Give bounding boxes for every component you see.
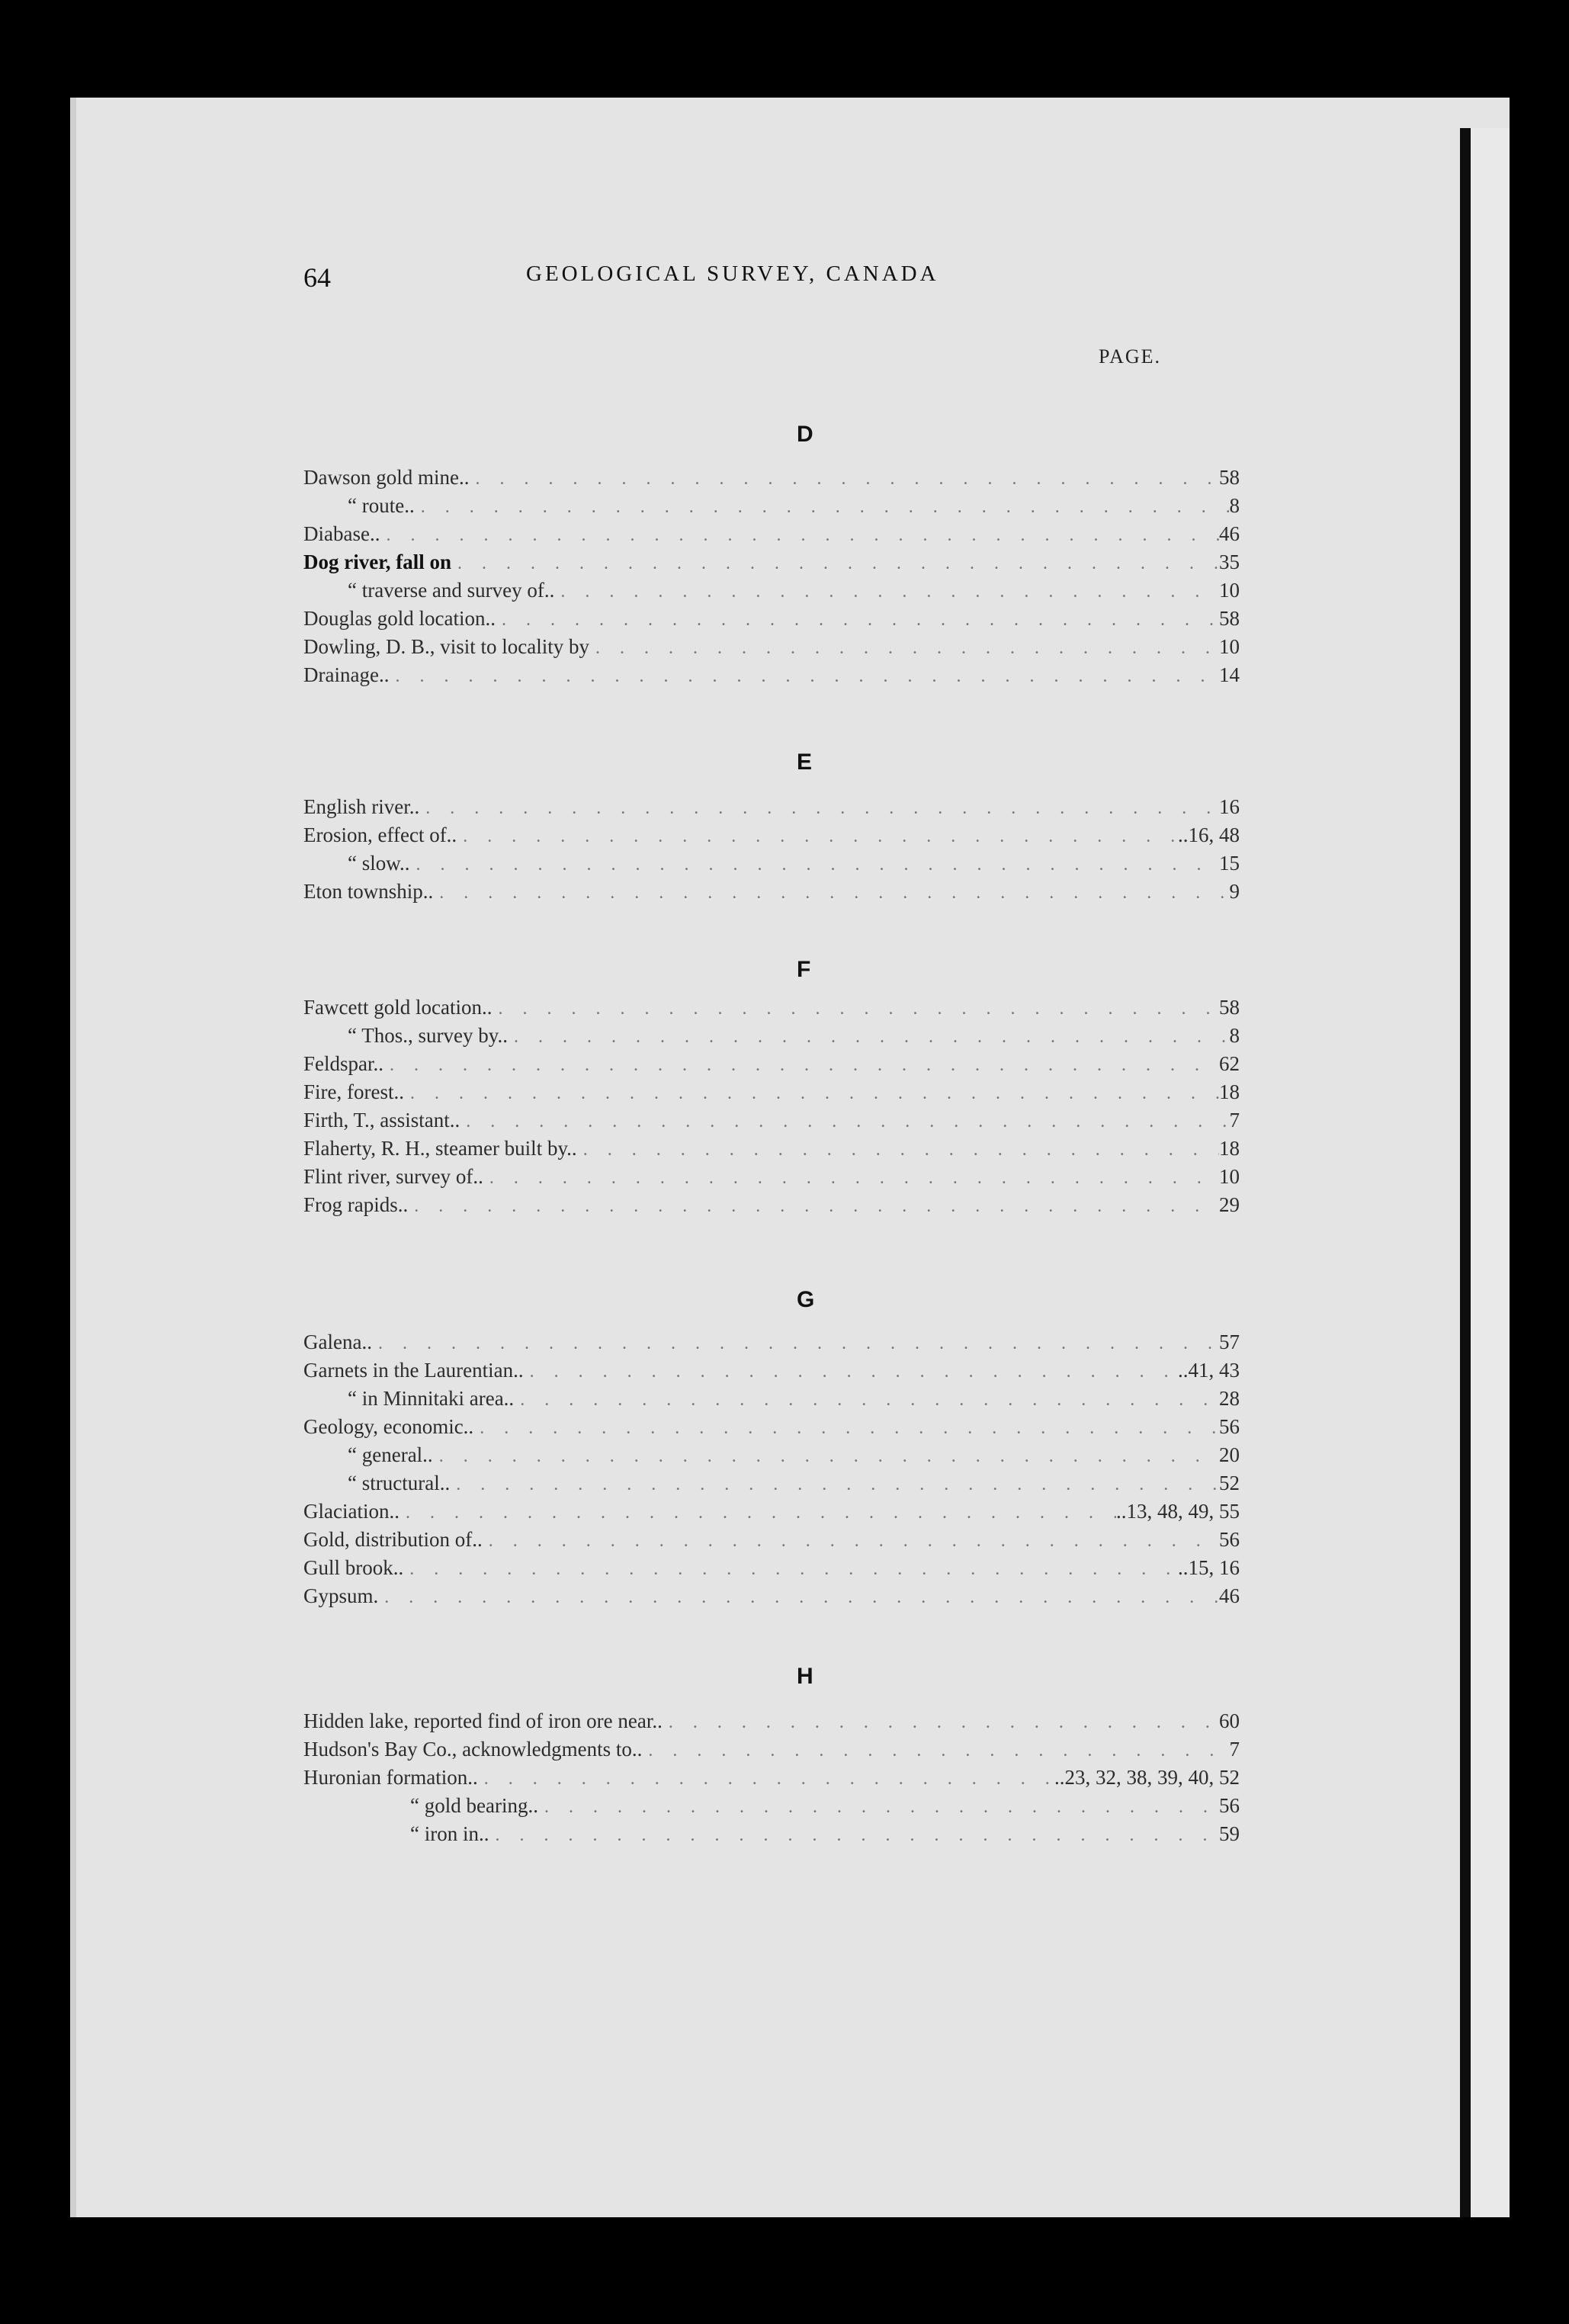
index-entry bbox=[303, 1359, 1240, 1387]
dot-leader bbox=[577, 1140, 1219, 1160]
page-references: 10 bbox=[1219, 579, 1240, 602]
page-gutter-shadow bbox=[1460, 128, 1471, 2217]
index-term: English river.. bbox=[303, 795, 420, 818]
index-term: Hudson's Bay Co., acknowledgments to.. bbox=[303, 1738, 643, 1761]
index-term: “ gold bearing.. bbox=[410, 1794, 538, 1817]
dot-leader bbox=[538, 1797, 1219, 1818]
index-entry bbox=[303, 466, 1240, 494]
dot-leader bbox=[492, 999, 1219, 1019]
facing-page-edge bbox=[1471, 128, 1510, 2217]
dot-leader bbox=[496, 610, 1219, 631]
page-references: ..13, 48, 49, 55 bbox=[1116, 1500, 1240, 1523]
page-references: 58 bbox=[1219, 466, 1240, 489]
index-entry bbox=[303, 1415, 1240, 1443]
dot-leader bbox=[408, 1196, 1219, 1217]
dot-leader bbox=[389, 666, 1219, 687]
index-section bbox=[303, 996, 1240, 1221]
index-entry bbox=[303, 1822, 1240, 1851]
index-term: Drainage.. bbox=[303, 663, 390, 686]
index-section bbox=[303, 1709, 1240, 1851]
page-references: 56 bbox=[1219, 1794, 1240, 1817]
page-references: 18 bbox=[1219, 1080, 1240, 1103]
page-column-label: PAGE. bbox=[1099, 345, 1162, 368]
dot-leader bbox=[410, 855, 1220, 875]
page-references: 46 bbox=[1219, 522, 1240, 545]
page-references: 56 bbox=[1219, 1528, 1240, 1551]
index-entry bbox=[303, 663, 1240, 692]
dot-leader bbox=[483, 1168, 1219, 1189]
index-term: “ general.. bbox=[348, 1443, 433, 1466]
section-letter: H bbox=[797, 1664, 813, 1689]
index-term: Frog rapids.. bbox=[303, 1193, 409, 1216]
dot-leader bbox=[489, 1825, 1219, 1846]
dot-leader bbox=[433, 883, 1229, 904]
dot-leader bbox=[473, 1418, 1219, 1439]
index-entry bbox=[303, 1387, 1240, 1415]
page-references: 20 bbox=[1219, 1443, 1240, 1466]
index-term: “ Thos., survey by.. bbox=[348, 1024, 508, 1047]
dot-leader bbox=[451, 554, 1219, 574]
index-term: Gull brook.. bbox=[303, 1556, 404, 1579]
index-term: Flint river, survey of.. bbox=[303, 1165, 483, 1188]
index-entry bbox=[303, 1109, 1240, 1137]
section-letter: E bbox=[797, 750, 813, 775]
index-term: “ in Minnitaki area.. bbox=[348, 1387, 515, 1410]
index-entry bbox=[303, 880, 1240, 908]
index-entry bbox=[303, 1024, 1240, 1052]
index-entry bbox=[303, 635, 1240, 663]
index-entry bbox=[303, 795, 1240, 823]
page-references: 7 bbox=[1229, 1738, 1240, 1761]
page-references: ..15, 16 bbox=[1178, 1556, 1240, 1579]
index-entry bbox=[303, 996, 1240, 1024]
index-term: “ structural.. bbox=[348, 1472, 451, 1494]
index-term: Hidden lake, reported find of iron ore near.. bbox=[303, 1709, 663, 1732]
dot-leader bbox=[433, 1446, 1219, 1467]
dot-leader bbox=[589, 638, 1219, 659]
page-references: 35 bbox=[1219, 551, 1240, 573]
section-letter: G bbox=[797, 1287, 815, 1312]
index-term: “ route.. bbox=[348, 494, 415, 517]
dot-leader bbox=[642, 1741, 1229, 1761]
page-number: 64 bbox=[303, 262, 331, 293]
dot-leader bbox=[460, 1112, 1229, 1132]
index-entry bbox=[303, 823, 1240, 852]
page-references: 46 bbox=[1219, 1584, 1240, 1607]
index-entry bbox=[303, 1584, 1240, 1613]
index-term: Feldspar.. bbox=[303, 1052, 383, 1075]
page-references: 56 bbox=[1219, 1415, 1240, 1438]
index-entry bbox=[303, 1556, 1240, 1584]
dot-leader bbox=[419, 798, 1219, 819]
index-term: Dog river, fall on bbox=[303, 551, 451, 573]
index-section bbox=[303, 1331, 1240, 1613]
index-term: Diabase.. bbox=[303, 522, 380, 545]
page-references: 8 bbox=[1229, 494, 1240, 517]
page-references: 10 bbox=[1219, 635, 1240, 658]
index-term: Gold, distribution of.. bbox=[303, 1528, 483, 1551]
dot-leader bbox=[450, 1475, 1219, 1495]
index-term: Dowling, D. B., visit to locality by bbox=[303, 635, 589, 658]
index-term: Firth, T., assistant.. bbox=[303, 1109, 460, 1132]
page-references: 9 bbox=[1229, 880, 1240, 903]
dot-leader bbox=[554, 582, 1219, 602]
page-references: 28 bbox=[1219, 1387, 1240, 1410]
index-entry bbox=[303, 1738, 1240, 1766]
page-references: 60 bbox=[1219, 1709, 1240, 1732]
page-references: 7 bbox=[1229, 1109, 1240, 1132]
index-entry bbox=[303, 1331, 1240, 1359]
page-references: 18 bbox=[1219, 1137, 1240, 1160]
index-entry bbox=[303, 1137, 1240, 1165]
dot-leader bbox=[380, 525, 1219, 546]
index-entry bbox=[303, 1165, 1240, 1193]
dot-leader bbox=[663, 1713, 1219, 1733]
section-letter: D bbox=[797, 422, 813, 447]
index-entry bbox=[303, 1500, 1240, 1528]
dot-leader bbox=[415, 497, 1230, 518]
page-references: 29 bbox=[1219, 1193, 1240, 1216]
index-term: Galena.. bbox=[303, 1331, 372, 1353]
dot-leader bbox=[478, 1769, 1054, 1790]
index-term: “ traverse and survey of.. bbox=[348, 579, 555, 602]
index-entry bbox=[303, 1080, 1240, 1109]
index-entry bbox=[303, 1443, 1240, 1472]
index-term: Garnets in the Laurentian.. bbox=[303, 1359, 524, 1382]
page-references: 52 bbox=[1219, 1472, 1240, 1494]
dot-leader bbox=[524, 1362, 1178, 1382]
dot-leader bbox=[372, 1334, 1219, 1354]
page-references: 62 bbox=[1219, 1052, 1240, 1075]
dot-leader bbox=[378, 1587, 1219, 1608]
index-term: “ slow.. bbox=[348, 852, 410, 875]
dot-leader bbox=[514, 1390, 1219, 1411]
index-entry bbox=[303, 579, 1240, 607]
dot-leader bbox=[469, 469, 1219, 490]
index-term: Fawcett gold location.. bbox=[303, 996, 493, 1019]
page-references: 58 bbox=[1219, 996, 1240, 1019]
index-entry bbox=[303, 852, 1240, 880]
index-term: Huronian formation.. bbox=[303, 1766, 478, 1789]
page-references: 14 bbox=[1219, 663, 1240, 686]
index-term: Erosion, effect of.. bbox=[303, 823, 457, 846]
index-entry bbox=[303, 522, 1240, 551]
section-letter: F bbox=[797, 957, 811, 982]
page-references: 10 bbox=[1219, 1165, 1240, 1188]
dot-leader bbox=[383, 1055, 1219, 1076]
index-term: Geology, economic.. bbox=[303, 1415, 474, 1438]
page-references: 57 bbox=[1219, 1331, 1240, 1353]
index-entry bbox=[303, 1766, 1240, 1794]
page-references: ..16, 48 bbox=[1178, 823, 1240, 846]
running-title: GEOLOGICAL SURVEY, CANADA bbox=[526, 262, 939, 286]
index-term: Glaciation.. bbox=[303, 1500, 399, 1523]
page-references: 59 bbox=[1219, 1822, 1240, 1845]
dot-leader bbox=[483, 1531, 1219, 1552]
page-references: 15 bbox=[1219, 852, 1240, 875]
page-references: 8 bbox=[1229, 1024, 1240, 1047]
index-section bbox=[303, 466, 1240, 692]
index-term: “ iron in.. bbox=[410, 1822, 489, 1845]
index-term: Gypsum. bbox=[303, 1584, 379, 1607]
index-entry bbox=[303, 1528, 1240, 1556]
dot-leader bbox=[457, 827, 1178, 847]
index-term: Fire, forest.. bbox=[303, 1080, 404, 1103]
index-entry bbox=[303, 607, 1240, 635]
index-term: Dawson gold mine.. bbox=[303, 466, 470, 489]
index-entry bbox=[303, 494, 1240, 522]
index-entry bbox=[303, 551, 1240, 579]
dot-leader bbox=[404, 1083, 1219, 1104]
page-references: 58 bbox=[1219, 607, 1240, 630]
index-entry bbox=[303, 1472, 1240, 1500]
dot-leader bbox=[508, 1027, 1230, 1048]
page-references: ..23, 32, 38, 39, 40, 52 bbox=[1054, 1766, 1240, 1789]
index-section bbox=[303, 795, 1240, 908]
index-term: Eton township.. bbox=[303, 880, 434, 903]
index-term: Douglas gold location.. bbox=[303, 607, 496, 630]
index-entry bbox=[303, 1794, 1240, 1822]
page-references: 16 bbox=[1219, 795, 1240, 818]
index-entry bbox=[303, 1193, 1240, 1221]
index-term: Flaherty, R. H., steamer built by.. bbox=[303, 1137, 577, 1160]
dot-leader bbox=[399, 1503, 1116, 1523]
page-references: ..41, 43 bbox=[1178, 1359, 1240, 1382]
index-entry bbox=[303, 1709, 1240, 1738]
index-entry bbox=[303, 1052, 1240, 1080]
dot-leader bbox=[403, 1559, 1178, 1580]
